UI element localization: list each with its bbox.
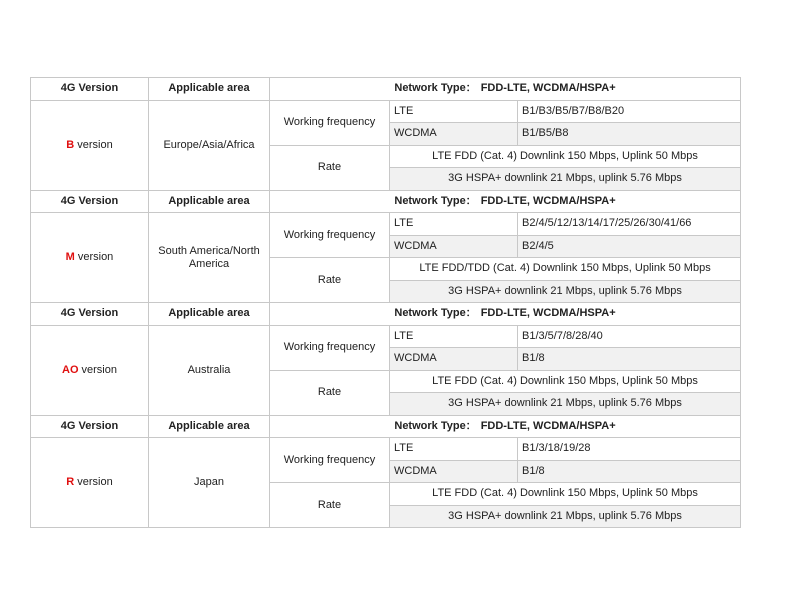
rate-label: Rate (270, 258, 390, 303)
rate-lte: LTE FDD (Cat. 4) Downlink 150 Mbps, Uplink 50 Mbps (390, 370, 741, 393)
spec-table-body (31, 78, 741, 528)
header-network-type (270, 190, 741, 213)
lte-bands: B1/B3/B5/B7/B8/B20 (518, 100, 741, 123)
wcdma-bands: B1/8 (518, 348, 741, 371)
wcdma-bands: B1/B5/B8 (518, 123, 741, 146)
header-applicable-area: Applicable area (149, 415, 270, 438)
network-type-label: Network Type： (394, 82, 477, 95)
lte-band-row (31, 100, 741, 123)
applicable-area-cell: South America/North America (149, 213, 270, 303)
wcdma-bands: B2/4/5 (518, 235, 741, 258)
working-frequency-label: Working frequency (270, 438, 390, 483)
lte-bands: B1/3/18/19/28 (518, 438, 741, 461)
network-type-label: Network Type： (394, 307, 477, 320)
header-4g-version: 4G Version (31, 78, 149, 101)
applicable-area-cell: Australia (149, 325, 270, 415)
version-name-cell (31, 213, 149, 303)
network-type-value: FDD-LTE, WCDMA/HSPA+ (480, 194, 616, 207)
version-word: version (77, 476, 113, 488)
applicable-area-cell: Japan (149, 438, 270, 528)
version-code: B (66, 138, 75, 151)
version-word: version (77, 251, 114, 263)
header-network-type (270, 78, 741, 101)
lte-label: LTE (390, 325, 518, 348)
version-header-row (31, 415, 741, 438)
working-frequency-label: Working frequency (270, 100, 390, 145)
rate-3g: 3G HSPA+ downlink 21 Mbps, uplink 5.76 Mbps (390, 393, 741, 416)
header-4g-version: 4G Version (31, 415, 149, 438)
rate-label: Rate (270, 483, 390, 528)
header-network-type (270, 415, 741, 438)
lte-band-row (31, 438, 741, 461)
wcdma-label: WCDMA (390, 460, 518, 483)
lte-label: LTE (390, 100, 518, 123)
version-name-cell (31, 325, 149, 415)
rate-lte: LTE FDD/TDD (Cat. 4) Downlink 150 Mbps, Uplink 50 Mbps (390, 258, 741, 281)
working-frequency-label: Working frequency (270, 325, 390, 370)
header-4g-version: 4G Version (31, 190, 149, 213)
lte-label: LTE (390, 438, 518, 461)
lte-band-row (31, 213, 741, 236)
version-code: AO (62, 363, 79, 376)
wcdma-label: WCDMA (390, 348, 518, 371)
version-name-cell (31, 100, 149, 190)
lte-label: LTE (390, 213, 518, 236)
header-applicable-area: Applicable area (149, 78, 270, 101)
wcdma-label: WCDMA (390, 123, 518, 146)
wcdma-label: WCDMA (390, 235, 518, 258)
spec-table (30, 77, 741, 528)
rate-3g: 3G HSPA+ downlink 21 Mbps, uplink 5.76 Mbps (390, 168, 741, 191)
rate-label: Rate (270, 145, 390, 190)
rate-lte: LTE FDD (Cat. 4) Downlink 150 Mbps, Uplink 50 Mbps (390, 145, 741, 168)
version-header-row (31, 78, 741, 101)
wcdma-bands: B1/8 (518, 460, 741, 483)
network-type-label: Network Type： (394, 194, 477, 207)
header-4g-version: 4G Version (31, 303, 149, 326)
version-word: version (81, 363, 117, 376)
lte-bands: B1/3/5/7/8/28/40 (518, 325, 741, 348)
lte-band-row (31, 325, 741, 348)
working-frequency-label: Working frequency (270, 213, 390, 258)
network-type-label: Network Type： (394, 419, 477, 432)
version-word: version (77, 138, 113, 151)
applicable-area-cell: Europe/Asia/Africa (149, 100, 270, 190)
network-type-value: FDD-LTE, WCDMA/HSPA+ (480, 307, 616, 320)
version-code: R (66, 476, 75, 488)
rate-3g: 3G HSPA+ downlink 21 Mbps, uplink 5.76 Mbps (390, 505, 741, 528)
rate-3g: 3G HSPA+ downlink 21 Mbps, uplink 5.76 Mbps (390, 280, 741, 303)
version-header-row (31, 190, 741, 213)
version-header-row (31, 303, 741, 326)
header-network-type (270, 303, 741, 326)
lte-bands: B2/4/5/12/13/14/17/25/26/30/41/66 (518, 213, 741, 236)
version-name-cell (31, 438, 149, 528)
header-applicable-area: Applicable area (149, 303, 270, 326)
version-code: M (65, 251, 75, 263)
network-type-value: FDD-LTE, WCDMA/HSPA+ (480, 419, 616, 432)
network-type-value: FDD-LTE, WCDMA/HSPA+ (480, 82, 616, 95)
rate-lte: LTE FDD (Cat. 4) Downlink 150 Mbps, Uplink 50 Mbps (390, 483, 741, 506)
rate-label: Rate (270, 370, 390, 415)
header-applicable-area: Applicable area (149, 190, 270, 213)
